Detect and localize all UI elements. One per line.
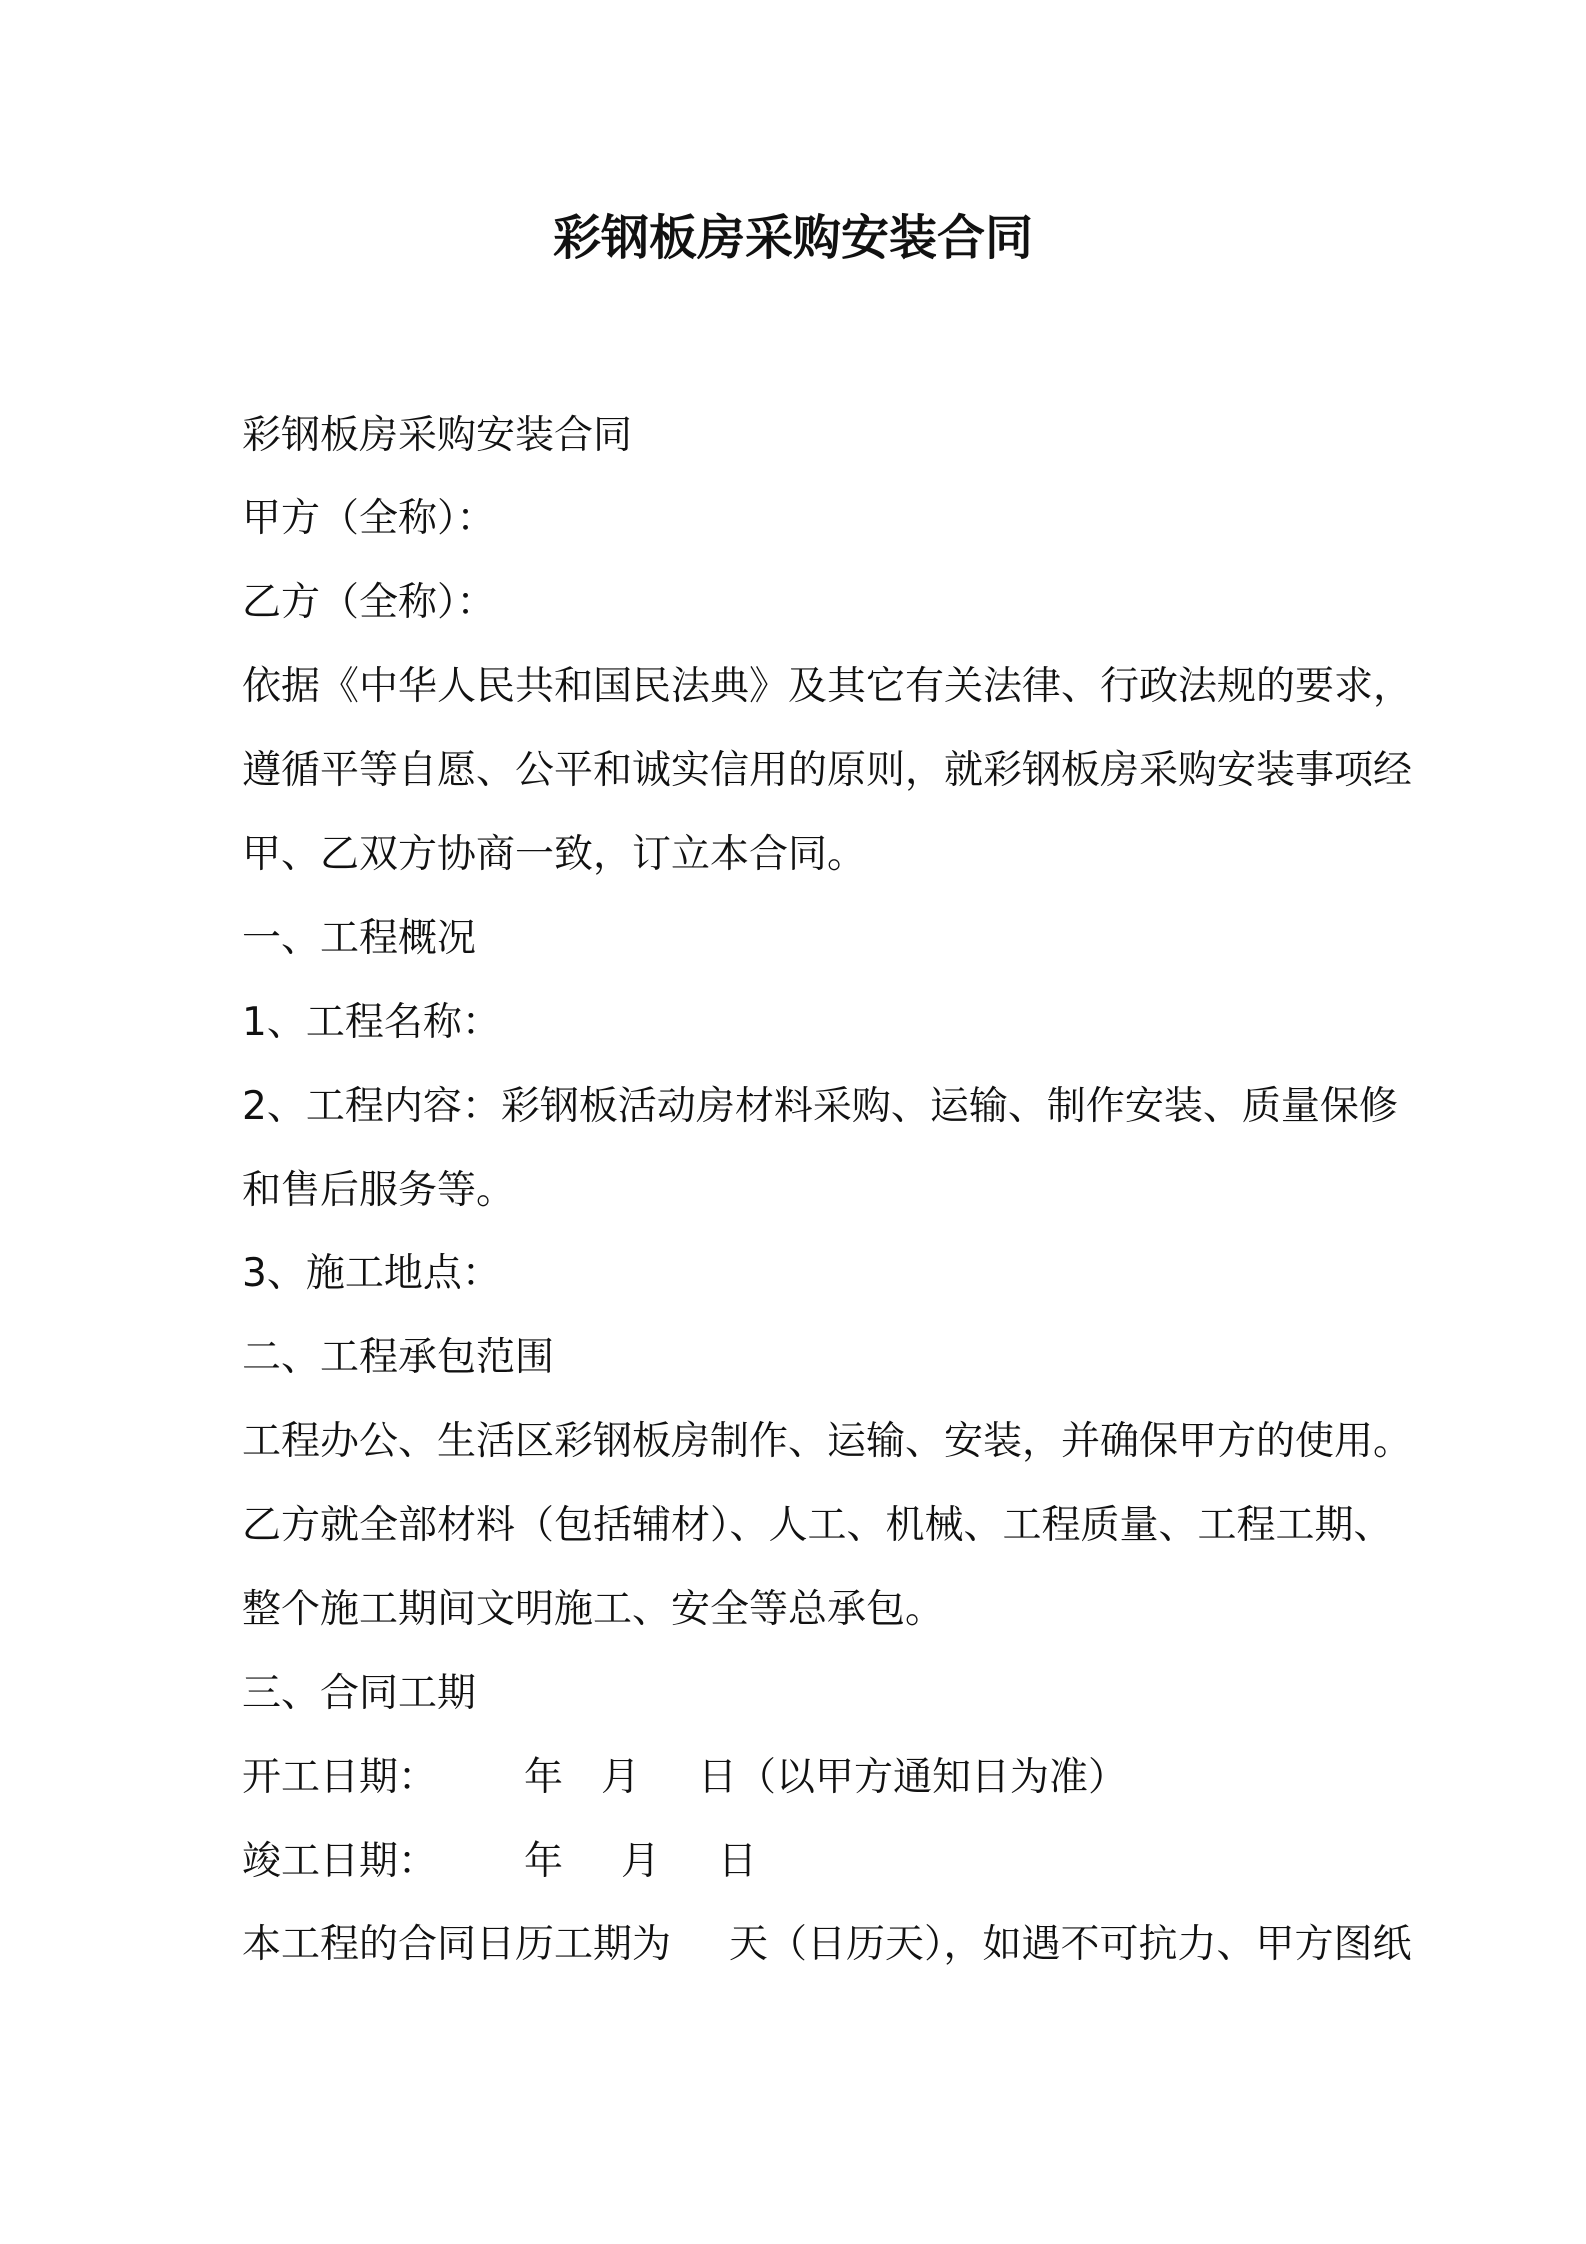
end-date-line — [242, 1839, 757, 1886]
end-date-label: 竣工日期： — [242, 1839, 438, 1884]
party-b-line: 乙方（全称）： — [242, 580, 496, 625]
start-date-line — [242, 1755, 1127, 1802]
preamble-line-1: 依据《中华人民共和国民法典》及其它有关法律、行政法规的要求， — [242, 664, 1413, 709]
section3-heading: 三、合同工期 — [242, 1671, 477, 1716]
end-date-month: 月 — [621, 1839, 661, 1884]
start-date-month: 月 — [601, 1755, 641, 1800]
end-date-year: 年 — [524, 1839, 564, 1884]
section1-item2-line-2: 和售后服务等。 — [242, 1168, 516, 1213]
section2-body-line-3: 整个施工期间文明施工、安全等总承包。 — [242, 1587, 945, 1632]
section1-item1: 1、工程名称： — [242, 1000, 501, 1045]
section1-item3: 3、施工地点： — [242, 1251, 501, 1296]
document-title: 彩钢板房采购安装合同 — [552, 210, 1033, 266]
document-subtitle: 彩钢板房采购安装合同 — [242, 413, 633, 458]
duration-suffix: 天（日历天），如遇不可抗力、甲方图纸 — [729, 1922, 1412, 1967]
section1-item2-line-1: 2、工程内容：彩钢板活动房材料采购、运输、制作安装、质量保修 — [242, 1084, 1398, 1129]
section2-body-line-1: 工程办公、生活区彩钢板房制作、运输、安装，并确保甲方的使用。 — [242, 1419, 1413, 1464]
start-date-label: 开工日期： — [242, 1755, 438, 1800]
duration-prefix: 本工程的合同日历工期为 — [242, 1922, 672, 1967]
duration-line — [242, 1922, 1412, 1969]
start-date-day: 日（以甲方通知日为准） — [698, 1755, 1128, 1800]
end-date-day: 日 — [718, 1839, 758, 1884]
section2-body-line-2: 乙方就全部材料（包括辅材）、人工、机械、工程质量、工程工期、 — [242, 1503, 1393, 1548]
start-date-year: 年 — [524, 1755, 564, 1800]
section2-heading: 二、工程承包范围 — [242, 1335, 555, 1380]
preamble-line-3: 甲、乙双方协商一致，订立本合同。 — [242, 832, 867, 877]
preamble-line-2: 遵循平等自愿、公平和诚实信用的原则，就彩钢板房采购安装事项经 — [242, 748, 1413, 793]
party-a-line: 甲方（全称）： — [242, 496, 496, 541]
section1-heading: 一、工程概况 — [242, 916, 477, 961]
